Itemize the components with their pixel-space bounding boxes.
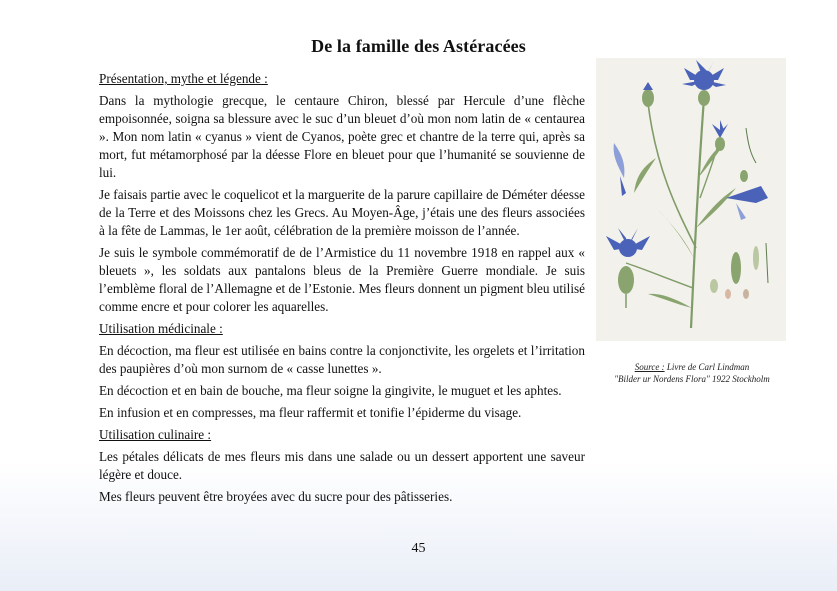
caption-line-2: "Bilder ur Nordens Flora" 1922 Stockholm (614, 374, 770, 384)
page-number: 45 (411, 541, 426, 556)
paragraph: Je suis le symbole commémoratif de de l’Armistice du 11 novembre 1918 en rappel aux « bleuets », les soldats aux pantalons bleus de la Première Guerre mondiale. Je suis l’emblème floral de l’Allemagne et de l’Estonie. Mes fleurs donnent un pigment bleu utilisé comme encre et pour colorer les aquarelles. (99, 245, 585, 314)
section-heading-medicinal: Utilisation médicinale : (99, 321, 223, 336)
text-column (99, 70, 585, 510)
paragraph: En décoction, ma fleur est utilisée en bains contre la conjonctivite, les orgelets et l’irritation des paupières d’où mon surnom de « casse lunettes ». (99, 343, 585, 376)
paragraph: En infusion et en compresses, ma fleur raffermit et tonifie l’épiderme du visage. (99, 405, 522, 420)
paragraph: En décoction et en bain de bouche, ma fleur soigne la gingivite, le muguet et les aphtes. (99, 383, 562, 398)
botanical-illustration (596, 58, 786, 341)
paragraph: Les pétales délicats de mes fleurs mis dans une salade ou un dessert apportent une saveur légère et douce. (99, 449, 585, 482)
caption-author: Livre de Carl Lindman (664, 362, 750, 372)
section-heading-presentation: Présentation, mythe et légende : (99, 71, 268, 86)
paragraph: Dans la mythologie grecque, le centaure Chiron, blessé par Hercule d’une flèche empoisonnée, soigna sa blessure avec le suc d’un bleuet d’où mon nom latin de « centaurea ». Mon nom latin « cyanus » vient de Cyanos, poète grec et chantre de la terre qui, après sa mort, fut métamorphosé par la déesse Flore en bleuet pour que l’humanité se souvienne de lui. (99, 93, 585, 180)
figure-caption (586, 361, 798, 385)
section-heading-culinary: Utilisation culinaire : (99, 427, 212, 442)
paragraph: Mes fleurs peuvent être broyées avec du sucre pour des pâtisseries. (99, 489, 453, 504)
paragraph: Je faisais partie avec le coquelicot et la marguerite de la parure capillaire de Déméter déesse de la Terre et des Moissons chez les Grecs. Au Moyen-Âge, j’étais une des fleurs associées à la fête de Lammas, le 1er août, célébration de la première moisson de l’année. (99, 187, 585, 238)
caption-source-label: Source : (634, 362, 665, 372)
cornflower-plate-drawing (596, 58, 786, 341)
caption-line-1 (586, 361, 798, 373)
page-title: De la famille des Astéracées (311, 36, 526, 56)
